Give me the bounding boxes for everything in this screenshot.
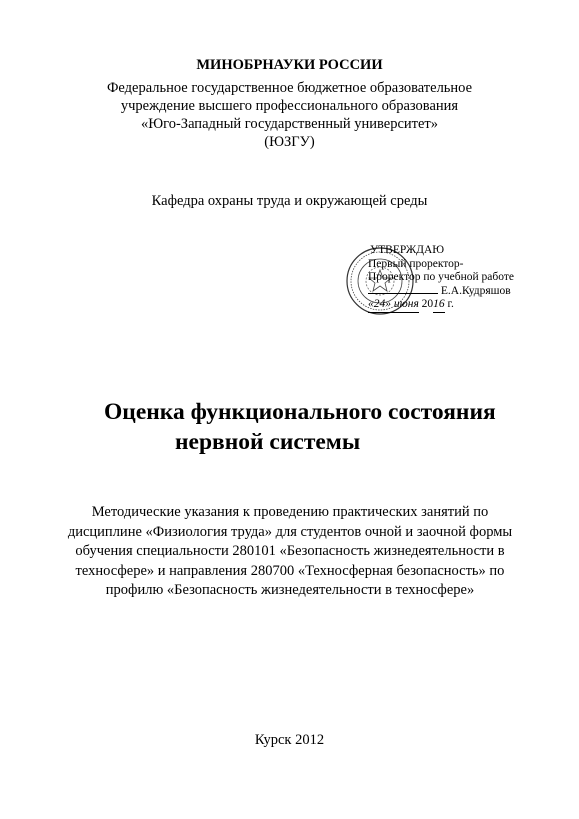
- document-title-line-1: Оценка функционального состояния: [104, 399, 496, 425]
- approval-year-suffix: г.: [444, 298, 454, 310]
- approval-signature-line: [368, 285, 568, 299]
- description-line: профилю «Безопасность жизнедеятельности в техносфере»: [105, 582, 475, 598]
- approval-role-2: Проректор по учебной работе: [368, 271, 514, 283]
- description-line: дисциплине «Физиология труда» для студентов очной и заочной формы: [67, 523, 513, 540]
- approver-name: Е.А.Кудряшов: [440, 284, 511, 297]
- document-description: [40, 503, 540, 601]
- university-name: «Юго-Западный государственный университет»: [140, 116, 439, 132]
- institution-line-1: Федеральное государственное бюджетное образовательное: [106, 80, 473, 96]
- ministry-name: МИНОБРНАУКИ РОССИИ: [196, 57, 383, 73]
- approval-year-prefix: 20: [421, 298, 434, 310]
- description-line: техносфере» и направления 280700 «Техносферная безопасность» по: [75, 562, 505, 579]
- description-line: Методические указания к проведению практических занятий по: [91, 504, 489, 520]
- institution-line-2: учреждение высшего профессионального образования: [120, 98, 459, 114]
- document-title-line-2: нервной системы: [175, 429, 361, 455]
- approval-year: 16: [433, 298, 445, 313]
- department-name: Кафедра охраны труда и окружающей среды: [151, 193, 428, 209]
- approval-date: «24» июня: [368, 298, 419, 313]
- signature-line: [368, 293, 438, 294]
- city-year: Курск 2012: [254, 732, 325, 748]
- approval-date-line: [368, 298, 568, 313]
- university-abbr: (ЮЗГУ): [264, 134, 315, 150]
- approval-block: [368, 244, 568, 313]
- approval-role-1: Первый проректор-: [368, 257, 464, 270]
- approval-word: УТВЕРЖДАЮ: [370, 244, 445, 256]
- description-line: обучения специальности 280101 «Безопасность жизнедеятельности в: [75, 543, 505, 559]
